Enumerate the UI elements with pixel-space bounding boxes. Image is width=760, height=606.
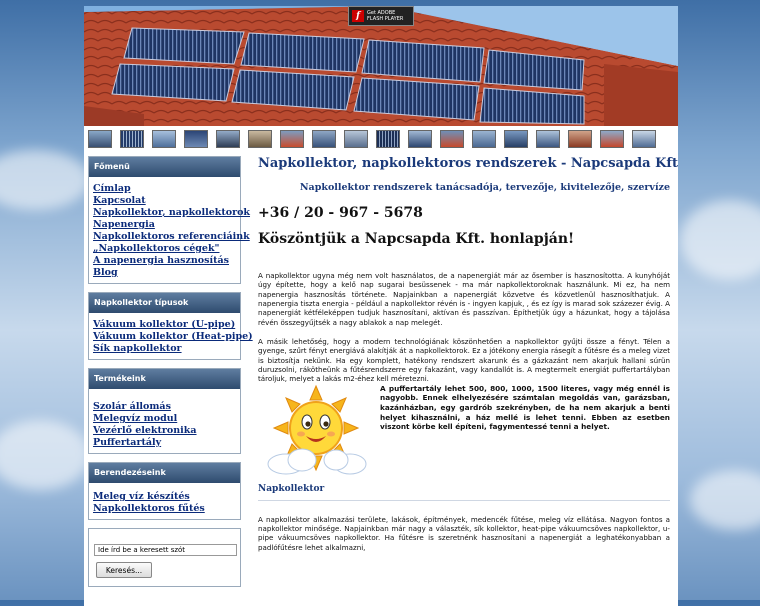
search-box xyxy=(88,528,241,587)
nav-link-references[interactable]: Napkollektoros referenciáink xyxy=(93,231,250,242)
background-cloud xyxy=(0,150,90,210)
gallery-thumbnail[interactable] xyxy=(344,130,368,148)
equipment-menu-title: Berendezéseink xyxy=(89,463,240,483)
nav-link-hot-water-module[interactable]: Melegvíz modul xyxy=(93,413,178,424)
search-input[interactable] xyxy=(94,544,237,556)
gallery-thumbnail[interactable] xyxy=(280,130,304,148)
gallery-thumbnail[interactable] xyxy=(472,130,496,148)
background-cloud xyxy=(680,200,760,280)
sidebar xyxy=(88,156,253,587)
gallery-thumbnail[interactable] xyxy=(120,130,144,148)
gallery-thumbnail[interactable] xyxy=(600,130,624,148)
nav-link-companies[interactable]: „Napkollektoros cégek" xyxy=(93,243,220,254)
products-menu-title: Termékeink xyxy=(89,369,240,389)
nav-link-flat-collector[interactable]: Sík napkollektor xyxy=(93,343,182,354)
flash-player-badge[interactable] xyxy=(348,6,414,26)
nav-link-control-electronics[interactable]: Vezérlő elektronika xyxy=(93,425,197,436)
background-cloud xyxy=(690,470,760,530)
section-title-napkollektor: Napkollektor xyxy=(258,484,670,501)
smiling-sun-illustration xyxy=(264,384,374,480)
main-content xyxy=(258,156,678,552)
napkollektor-paragraph: A napkollektor alkalmazási területe, lakások, építmények, medencék fűtése, meleg víz ellátása. Nagyon fontos a napkollektor minősége. Napjainkban már nagy a választék, sík kollektor, heat-pipe vákuumcsöves napkollektor, u-pipe vákuumcsöves napkollektor. Ha fűtésre is szeretnénk hasznosítani a napenergiát a leghatékonyabban a padlófűtésre lehet alkalmazni, xyxy=(258,514,670,552)
gallery-thumbnail[interactable] xyxy=(440,130,464,148)
main-menu xyxy=(88,156,251,284)
main-menu-title: Főmenü xyxy=(89,157,240,177)
gallery-thumbnail[interactable] xyxy=(632,130,656,148)
products-menu xyxy=(88,368,241,454)
nav-link-solar-station[interactable]: Szolár állomás xyxy=(93,401,171,412)
types-menu-title: Napkollektor típusok xyxy=(89,293,240,313)
nav-link-blog[interactable]: Blog xyxy=(93,267,118,278)
page-container xyxy=(84,6,678,606)
background-cloud xyxy=(0,420,90,490)
gallery-thumbnail[interactable] xyxy=(504,130,528,148)
gallery-thumbnail[interactable] xyxy=(376,130,400,148)
nav-link-vacuum-heat-pipe[interactable]: Vákuum kollektor (Heat-pipe) xyxy=(93,331,253,342)
nav-link-energy-usage[interactable]: A napenergia hasznosítás xyxy=(93,255,229,266)
nav-link-home[interactable]: Címlap xyxy=(93,183,131,194)
gallery-thumbnail[interactable] xyxy=(536,130,560,148)
gallery-thumbnail[interactable] xyxy=(216,130,240,148)
gallery-thumbnail[interactable] xyxy=(152,130,176,148)
types-menu xyxy=(88,292,253,360)
technology-paragraph: A másik lehetőség, hogy a modern technológiának köszönhetően a napkollektor gyűjti össze a fényt. Télen a gyenge, szűrt fényt energiává alakítják át a napkollektorok. Ez a jótékony energia rásegít a fűtésre és a meleg vizet is biztosítja nekünk. Ha egy komplett, hatékony rendszert akarunk és a gázkazánt nem akarjuk hallani súrün duruzsolni, rákötheünk a fűtésrendszerre egy fakazánt, vagy kandallót is. A megtermelt energiát puffertartályban tároljuk, melyet a lakás m2-éhez kell méretezni. xyxy=(258,337,670,384)
page-title: Napkollektor, napkollektoros rendszerek - Napcsapda Kft xyxy=(258,156,678,171)
equipment-menu xyxy=(88,462,241,520)
intro-paragraph: A napkollektor ugyna még nem volt használatos, de a napenergiát már az ősember is hasznosította. A kunyhóját úgy építette, hogy a kelő nap sugarai besüssenek - ma már napkollektoroknak használunk. Mi ez, ha nem napenergia hasznosítás története. Napjainkban a napenergiát közvetve és közvetlenül hasznosíthatjuk. A napenergia tiszta energia - például a napkollektor révén is - ingyen kapjuk, , és ez így is marad sok százezer évig. A napenergiát kétféleképpen tudjuk hasznosítani, aktívan és passzívan. Építhetjük úgy a házunkat, hogy a tájolása révén összegyűjtsék a nagy ablakok a nap melegét. xyxy=(258,271,670,327)
gallery-thumbnail[interactable] xyxy=(568,130,592,148)
header-banner xyxy=(84,6,678,126)
thumbnail-strip xyxy=(84,128,678,150)
nav-link-buffer-tank[interactable]: Puffertartály xyxy=(93,437,162,448)
nav-link-solar-collectors[interactable]: Napkollektor, napkollektorok xyxy=(93,207,251,218)
gallery-thumbnail[interactable] xyxy=(248,130,272,148)
flash-icon: f xyxy=(352,10,364,22)
flash-badge-line1: Get ADOBE xyxy=(367,10,396,16)
page-subtitle: Napkollektor rendszerek tanácsadója, tervezője, kivitelezője, szervíze xyxy=(299,182,670,193)
phone-number: +36 / 20 - 967 - 5678 xyxy=(258,205,423,221)
nav-link-solar-heating[interactable]: Napkollektoros fűtés xyxy=(93,503,205,514)
search-button[interactable]: Keresés... xyxy=(96,562,152,578)
welcome-heading: Köszöntjük a Napcsapda Kft. honlapján! xyxy=(258,231,575,247)
nav-link-solar-energy[interactable]: Napenergia xyxy=(93,219,155,230)
gallery-thumbnail[interactable] xyxy=(184,130,208,148)
nav-link-contact[interactable]: Kapcsolat xyxy=(93,195,146,206)
gallery-thumbnail[interactable] xyxy=(408,130,432,148)
buffer-tank-paragraph: A puffertartály lehet 500, 800, 1000, 1500 literes, vagy még ennél is nagyobb. Ennek elhelyezésére számtalan megoldás van, garázsban, kazánházban, egy gardrób szekrényben, de ha nem akarjuk a benti helyet kihasználni, a ház mellé is lehet tenni. Ebben az esetben viszont körbe kell építeni, fagymentessé tenni a helyet. xyxy=(380,383,670,432)
flash-badge-line2: FLASH PLAYER xyxy=(367,16,404,22)
gallery-thumbnail[interactable] xyxy=(312,130,336,148)
nav-link-hot-water-making[interactable]: Meleg víz készítés xyxy=(93,491,190,502)
nav-link-vacuum-u-pipe[interactable]: Vákuum kollektor (U-pipe) xyxy=(93,319,236,330)
gallery-thumbnail[interactable] xyxy=(88,130,112,148)
